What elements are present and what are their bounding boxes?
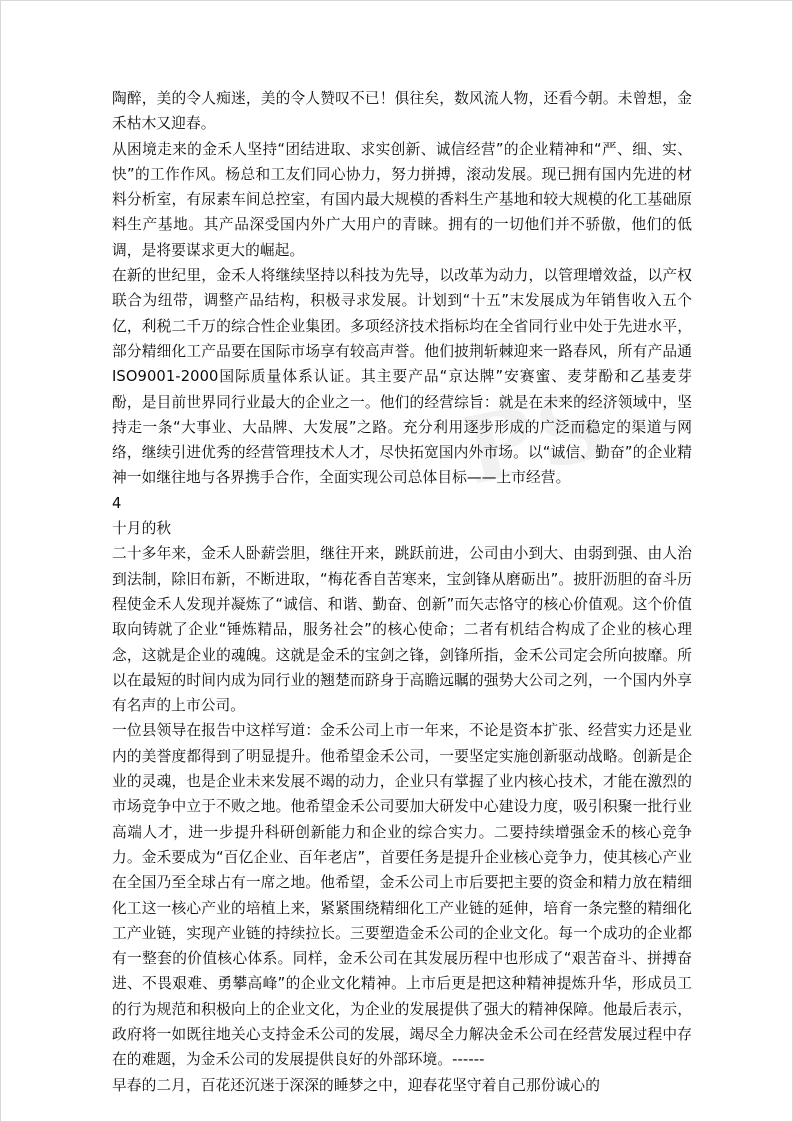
paragraph: 在新的世纪里，金禾人将继续坚持以科技为先导，以改革为动力，以管理增效益，以产权联合为纽带，调整产品结构，积极寻求发展。计划到“十五”末发展成为年销售收入五个亿，利税二千万的综合性企业集团。多项经济技术指标均在全省同行业中处于先进水平，部分精细化工产品要在国际市场享有较高声誉。他们披荆斩棘迎来一路春风，所有产品通ISO9001-2000国际质量体系认证。其主要产品“京达牌”安赛蜜、麦芽酚和乙基麦芽酚，是目前世界同行业最大的企业之一。他们的经营综旨：就是在未来的经济领域中，坚持走一条“大事业、大品牌、大发展”之路。充分利用逐步形成的广泛而稳定的渠道与网络，继续引进优秀的经营管理技术人才，尽快拓宽国内外市场。以“诚信、勤奋”的企业精神一如继往地与各界携手合作，全面实现公司总体目标——上市经营。 (112, 267, 692, 487)
paragraph: 陶醉，美的令人痴迷，美的令人赞叹不已！俱往矣，数风流人物，还看今朝。未曾想，金禾枯木又迎春。 (112, 90, 692, 133)
paragraph: 二十多年来，金禾人卧薪尝胆，继往开来，跳跃前进，公司由小到大、由弱到强、由人治到法制，除旧布新，不断进取，“梅花香自苦寒来，宝剑锋从磨砺出”。披肝沥胆的奋斗历程使金禾人发现并凝炼了“诚信、和谐、勤奋、创新”而矢志恪守的核心价值观。这个价值取向铸就了企业“锤炼精品，服务社会”的核心使命；二者有机结合构成了企业的核心理念，这就是企业的魂魄。这就是金禾的宝剑之锋，剑锋所指，金禾公司定会所向披靡。所以在最短的时间内成为同行业的翘楚而跻身于高瞻远瞩的强势大公司之列，一个国内外享有名声的上市公司。 (112, 545, 692, 715)
page-number: 4 (112, 494, 122, 512)
paragraph: 从困境走来的金禾人坚持“团结进取、求实创新、诚信经营”的企业精神和“严、细、实、快”的工作作风。杨总和工友们同心协力，努力拼搏，滚动发展。现已拥有国内先进的材料分析室，有尿素车间总控室，有国内最大规模的香料生产基地和较大规模的化工基础原料生产基地。其产品深受国内外广大用户的青睐。拥有的一切他们并不骄傲，他们的低调，是将要谋求更大的崛起。 (112, 140, 692, 259)
paragraph: 一位县领导在报告中这样写道：金禾公司上市一年来，不论是资本扩张、经营实力还是业内的美誉度都得到了明显提升。他希望金禾公司，一要坚定实施创新驱动战略。创新是企业的灵魂，也是企业未来发展不竭的动力，企业只有掌握了业内核心技术，才能在激烈的市场竞争中立于不败之地。他希望金禾公司要加大研发中心建设力度，吸引积聚一批行业高端人才，进一步提升科研创新能力和企业的综合实力。二要持续增强金禾的核心竞争力。金禾要成为“百亿企业、百年老店”，首要任务是提升企业核心竞争力，使其核心产业在全国乃至全球占有一席之地。他希望，金禾公司上市后要把主要的资金和精力放在精细化工这一核心产业的培植上来，紧紧围绕精细化工产业链的延伸，培育一条完整的精细化工产业链，实现产业链的持续拉长。三要塑造金禾公司的企业文化。每一个成功的企业都有一整套的价值核心体系。同样，金禾公司在其发展历程中也形成了“艰苦奋斗、拼搏奋进、不畏艰难、勇攀高峰”的企业文化精神。上市后更是把这种精神提炼升华，形成员工的行为规范和积极向上的企业文化，为企业的发展提供了强大的精神保障。他最后表示，政府将一如既往地关心支持金禾公司的发展，竭尽全力解决金禾公司在经营发展过程中存在的难题，为金禾公司的发展提供良好的外部环境。------ (112, 722, 692, 1069)
section-heading: 十月的秋 (112, 520, 172, 538)
document-body (112, 86, 692, 1098)
paragraph: 早春的二月，百花还沉迷于深深的睡梦之中，迎春花坚守着自己那份诚心的 (112, 1076, 600, 1094)
watermark: PS (455, 370, 618, 506)
